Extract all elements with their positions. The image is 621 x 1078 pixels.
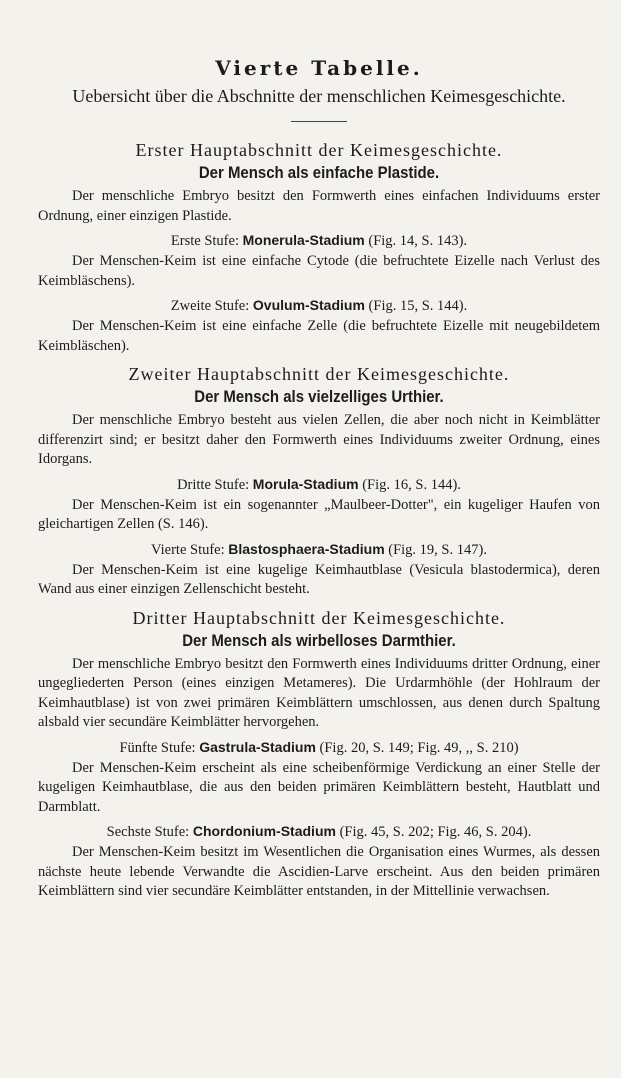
section-1 (38, 140, 600, 356)
divider (291, 121, 347, 122)
section-subheading: Der Mensch als wirbelloses Darmthier. (182, 630, 456, 650)
section-3 (38, 608, 600, 902)
stage-ref: (Fig. 14, S. 143). (368, 233, 468, 249)
stage-name: Gastrula-Stadium (199, 738, 316, 755)
section-intro: Der menschliche Embryo besitzt den Formwerth eines Individuums dritter Ordnung, einer ungegliederten Person (eines einzigen Metameres). Die Urdarmhöhle (der Hohlraum der Keimhautblase) ist von zwei primären Keimblättern umschlossen, aus denen durch Spaltung alsbald vier secundäre Keimblätter hervorgehen. (38, 655, 600, 730)
stage-text: Der Menschen-Keim ist ein sogenannter „Maulbeer-Dotter", ein kugeliger Haufen von gleichartigen Zellen (S. 146). (38, 496, 600, 532)
stage-text: Der Menschen-Keim ist eine einfache Zelle (die befruchtete Eizelle mit neugebildetem Keimbläschen). (38, 318, 600, 354)
stage-heading (38, 539, 600, 560)
stage-label: Fünfte Stufe: (119, 739, 196, 756)
stage-heading (38, 821, 600, 842)
page (38, 56, 600, 902)
stage-text: Der Menschen-Keim ist eine einfache Cytode (die befruchtete Eizelle nach Verlust des Keimbläschens). (38, 253, 600, 289)
stage-text: Der Menschen-Keim erscheint als eine scheibenförmige Verdickung an einer Stelle der kugeligen Keimhautblase, die aus den beiden primären Keimblättern besteht, Hautblatt und Darmblatt. (38, 759, 600, 815)
page-subtitle: Uebersicht über die Abschnitte der menschlichen Keimesgeschichte. (72, 86, 566, 106)
stage-name: Ovulum-Stadium (252, 297, 365, 313)
stage-ref: (Fig. 15, S. 144). (368, 298, 468, 314)
stage-heading (38, 230, 600, 251)
section-2 (38, 364, 600, 600)
section-subheading: Der Mensch als einfache Plastide. (198, 163, 440, 182)
stage-name: Monerula-Stadium (242, 232, 365, 248)
stage-label: Zweite Stufe: (170, 298, 250, 314)
stage-label: Dritte Stufe: (177, 476, 250, 493)
stage-heading (38, 295, 600, 316)
stage-heading (38, 474, 600, 495)
section-subheading: Der Mensch als vielzelliges Urthier. (194, 387, 444, 406)
stage-ref: (Fig. 45, S. 202; Fig. 46, S. 204). (339, 824, 532, 840)
stage-label: Erste Stufe: (170, 233, 239, 249)
section-intro: Der menschliche Embryo besitzt den Formwerth eines einfachen Individuums erster Ordnung, einer einzigen Plastide. (38, 188, 600, 224)
stage-ref: (Fig. 16, S. 144). (362, 476, 461, 493)
stage-ref: (Fig. 20, S. 149; Fig. 49, ,, S. 210) (319, 739, 519, 756)
section-intro: Der menschliche Embryo besteht aus vielen Zellen, die aber noch nicht in Keimblätter differenzirt sind; er besitzt daher den Formwerth eines Individuums zweiter Ordnung, eines Idorgans. (38, 412, 600, 467)
stage-text: Der Menschen-Keim besitzt im Wesentlichen die Organisation eines Wurmes, als dessen nächste heute lebende Verwandte die Ascidien-Larve erscheint. Aus den beiden primären Keimblättern sind vier secundäre Keimblätter entstanden, in der Mittellinie verwachsen. (38, 844, 600, 899)
stage-ref: (Fig. 19, S. 147). (388, 541, 487, 558)
stage-name: Morula-Stadium (252, 475, 359, 492)
page-title: Vierte Tabelle. (215, 56, 423, 80)
stage-text: Der Menschen-Keim ist eine kugelige Keimhautblase (Vesicula blastodermica), deren Wand aus einer einzigen Zellenschicht besteht. (38, 561, 600, 597)
stage-heading (38, 737, 600, 758)
section-heading: Zweiter Hauptabschnitt der Keimesgeschichte. (128, 364, 510, 384)
stage-label: Vierte Stufe: (151, 541, 225, 558)
section-heading: Dritter Hauptabschnitt der Keimesgeschichte. (132, 607, 506, 628)
stage-name: Blastosphaera-Stadium (228, 540, 385, 557)
stage-label: Sechste Stufe: (106, 824, 190, 840)
stage-name: Chordonium-Stadium (192, 823, 336, 839)
section-heading: Erster Hauptabschnitt der Keimesgeschichte. (135, 140, 503, 160)
